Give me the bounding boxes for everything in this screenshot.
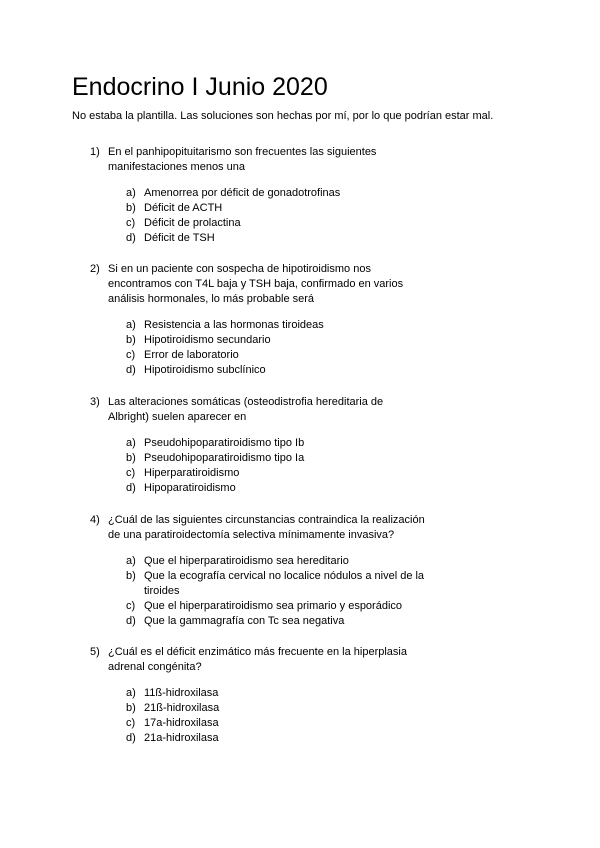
question-5: [90, 645, 450, 746]
question-stem: [90, 262, 450, 307]
option-list: [126, 436, 450, 496]
option-text: Que la ecografía cervical no localice nódulos a nivel de la tiroides: [144, 570, 425, 597]
option-a: [126, 686, 450, 701]
question-2: [90, 262, 450, 378]
option-letter: c): [126, 217, 136, 229]
page-title: Endocrino I Junio 2020: [72, 73, 328, 101]
option-letter: c): [126, 349, 136, 361]
option-b: [126, 701, 450, 716]
question-1: [90, 145, 450, 246]
option-d: [126, 363, 450, 378]
option-letter: d): [126, 364, 136, 376]
option-c: [126, 466, 450, 481]
option-text: 21ß-hidroxilasa: [144, 702, 220, 714]
question-stem: [90, 645, 450, 675]
option-letter: c): [126, 600, 136, 612]
option-a: [126, 186, 450, 201]
option-list: [126, 554, 450, 629]
question-number: 2): [90, 263, 100, 275]
question-text: ¿Cuál de las siguientes circunstancias contraindica la realización de una paratiroidectomía selectiva mínimamente invasiva?: [108, 514, 425, 541]
question-number: 4): [90, 514, 100, 526]
option-letter: b): [126, 702, 136, 714]
option-d: [126, 614, 450, 629]
option-c: [126, 216, 450, 231]
option-text: Amenorrea por déficit de gonadotrofinas: [144, 187, 341, 199]
question-number: 1): [90, 146, 100, 158]
option-letter: b): [126, 202, 136, 214]
option-letter: c): [126, 717, 136, 729]
option-d: [126, 731, 450, 746]
question-3: [90, 395, 450, 496]
question-number: 3): [90, 396, 100, 408]
option-text: Déficit de ACTH: [144, 202, 223, 214]
option-d: [126, 481, 450, 496]
option-text: Hipoparatiroidismo: [144, 482, 236, 494]
option-letter: d): [126, 732, 136, 744]
option-text: Hipotiroidismo secundario: [144, 334, 271, 346]
option-text: Que el hiperparatiroidismo sea primario y esporádico: [144, 600, 403, 612]
option-text: Déficit de prolactina: [144, 217, 241, 229]
option-c: [126, 716, 450, 731]
option-text: Déficit de TSH: [144, 232, 215, 244]
option-text: 17a-hidroxilasa: [144, 717, 219, 729]
option-letter: d): [126, 482, 136, 494]
question-text: Si en un paciente con sospecha de hipotiroidismo nos encontramos con T4L baja y TSH baja, confirmado en varios análisis hormonales, lo más probable será: [108, 263, 404, 305]
option-list: [126, 686, 450, 746]
option-letter: c): [126, 467, 136, 479]
option-a: [126, 554, 450, 569]
option-b: [126, 201, 450, 216]
question-stem: [90, 513, 450, 543]
option-list: [126, 318, 450, 378]
question-number: 5): [90, 646, 100, 658]
question-text: Las alteraciones somáticas (osteodistrofia hereditaria de Albright) suelen aparecer en: [108, 396, 384, 423]
option-text: Que la gammagrafía con Tc sea negativa: [144, 615, 345, 627]
option-letter: a): [126, 187, 136, 199]
option-b: [126, 333, 450, 348]
option-b: [126, 451, 450, 466]
option-text: Pseudohipoparatiroidismo tipo Ia: [144, 452, 305, 464]
option-letter: b): [126, 452, 136, 464]
option-c: [126, 599, 450, 614]
option-letter: d): [126, 615, 136, 627]
option-letter: a): [126, 319, 136, 331]
option-text: 21a-hidroxilasa: [144, 732, 219, 744]
question-4: [90, 513, 450, 629]
option-text: Resistencia a las hormonas tiroideas: [144, 319, 324, 331]
question-text: En el panhipopituitarismo son frecuentes las siguientes manifestaciones menos una: [108, 146, 377, 173]
question-stem: [90, 145, 450, 175]
option-letter: a): [126, 437, 136, 449]
option-d: [126, 231, 450, 246]
page-subtitle: No estaba la plantilla. Las soluciones son hechas por mí, por lo que podrían estar mal.: [72, 110, 494, 122]
option-b: [126, 569, 450, 599]
option-letter: a): [126, 555, 136, 567]
option-text: Hipotiroidismo subclínico: [144, 364, 266, 376]
option-text: Pseudohipoparatiroidismo tipo Ib: [144, 437, 305, 449]
option-letter: b): [126, 570, 136, 582]
option-letter: d): [126, 232, 136, 244]
option-list: [126, 186, 450, 246]
option-letter: a): [126, 687, 136, 699]
option-text: Hiperparatiroidismo: [144, 467, 240, 479]
option-text: Que el hiperparatiroidismo sea hereditario: [144, 555, 349, 567]
option-a: [126, 318, 450, 333]
option-a: [126, 436, 450, 451]
option-text: Error de laboratorio: [144, 349, 239, 361]
option-text: 11ß-hidroxilasa: [144, 687, 219, 699]
question-stem: [90, 395, 450, 425]
option-c: [126, 348, 450, 363]
option-letter: b): [126, 334, 136, 346]
question-text: ¿Cuál es el déficit enzimático más frecuente en la hiperplasia adrenal congénita?: [108, 646, 407, 673]
